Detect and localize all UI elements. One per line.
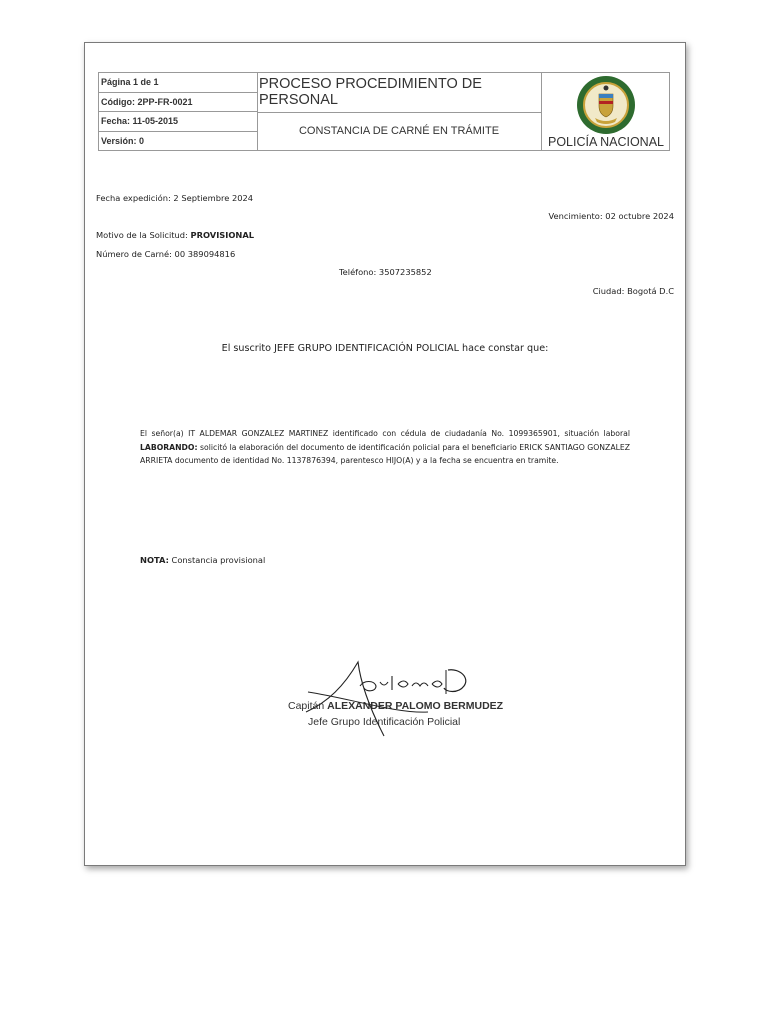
header-table xyxy=(98,72,670,151)
note-text: Constancia provisional xyxy=(168,555,266,565)
header-meta xyxy=(99,73,258,150)
header-title-cell xyxy=(257,73,542,150)
signer-rank: Capitán xyxy=(288,700,328,712)
header-logo-cell xyxy=(541,73,671,150)
body-text-bold: LABORANDO: xyxy=(140,442,198,452)
signer-name: ALEXANDER PALOMO BERMUDEZ xyxy=(327,700,504,712)
process-title: PROCESO PROCEDIMIENTO DE PERSONAL xyxy=(257,73,541,113)
document-version: Versión: 0 xyxy=(101,135,145,146)
body-text-part2: solicitó la elaboración del documento de identificación policial para el beneficiario ERICK SANTIAGO GONZALEZ ARRIETA documento de identidad No. 1137876394, parentesco HIJO(A) y a la fecha se encuentra en tramite. xyxy=(140,442,630,466)
signature-block xyxy=(288,656,504,738)
police-shield-logo xyxy=(575,74,637,136)
certification-body xyxy=(140,427,630,468)
body-text-part1: El señor(a) IT ALDEMAR GONZALEZ MARTINEZ identificado con cédula de ciudadanía No. 1099365901, situación laboral xyxy=(140,429,630,438)
handwritten-signature xyxy=(288,656,488,738)
entity-name: POLICÍA NACIONAL xyxy=(547,135,664,149)
signer-role: Jefe Grupo Identificación Policial xyxy=(308,716,461,728)
request-reason-label: Motivo de la Solicitud: xyxy=(96,230,191,240)
document-subtitle: CONSTANCIA DE CARNÉ EN TRÁMITE xyxy=(298,125,500,137)
page-number: Página 1 de 1 xyxy=(99,73,257,93)
phone: Teléfono: 3507235852 xyxy=(339,267,432,277)
issue-date: Fecha expedición: 2 Septiembre 2024 xyxy=(96,193,254,203)
card-number: Número de Carné: 00 389094816 xyxy=(96,249,236,259)
request-reason-value: PROVISIONAL xyxy=(190,230,255,240)
request-reason xyxy=(96,230,254,240)
note xyxy=(140,555,265,565)
certification-heading: El suscrito JEFE GRUPO IDENTIFICACIÓN POLICIAL hace constar que: xyxy=(221,343,549,354)
document-page xyxy=(84,42,686,866)
city: Ciudad: Bogotá D.C xyxy=(592,286,674,296)
note-label: NOTA: xyxy=(140,555,169,565)
expiration-date: Vencimiento: 02 octubre 2024 xyxy=(548,211,674,221)
document-date: Fecha: 11-05-2015 xyxy=(99,112,257,132)
document-code: Código: 2PP-FR-0021 xyxy=(99,93,257,113)
